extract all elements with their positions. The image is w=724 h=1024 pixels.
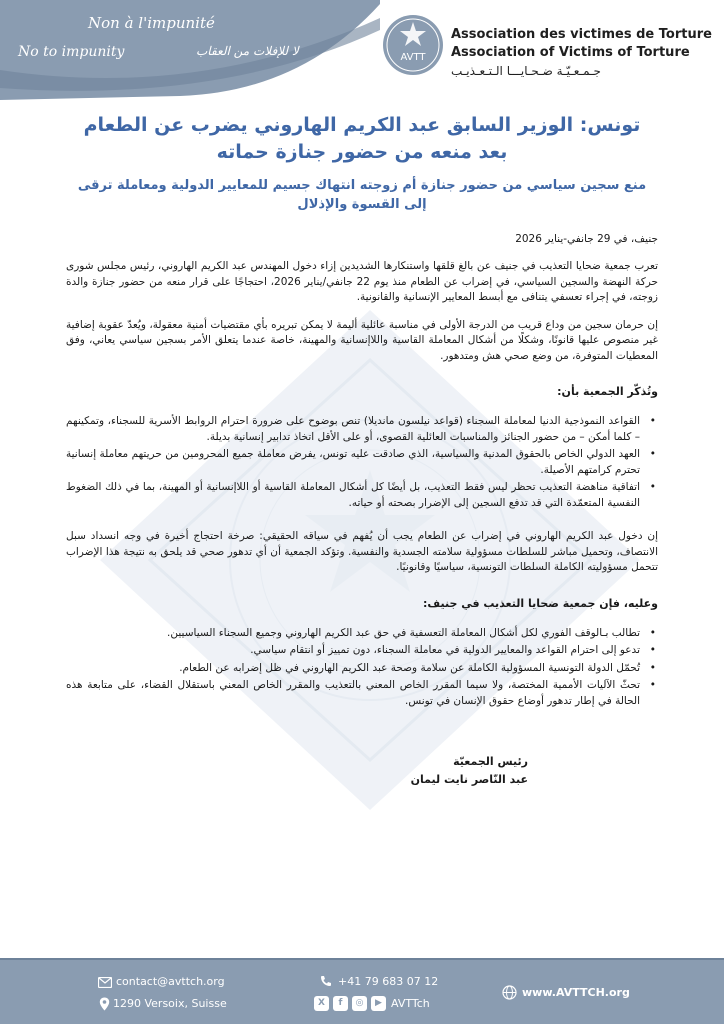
social-handle: AVTTch (391, 997, 430, 1010)
list-item: • العهد الدولي الخاص بالحقوق المدنية والسياسية، الذي صادقت عليه تونس، يفرض معاملة جميع المحرومين من حريتهم معاملة إنسانية تحترم كرامتهم الأصيلة. (66, 447, 640, 478)
youtube-icon[interactable]: ▶ (371, 996, 386, 1011)
address-text: 1290 Versoix, Suisse (113, 997, 227, 1010)
slogan-french: Non à l'impunité (88, 14, 215, 32)
list-item: • القواعد النموذجية الدنيا لمعاملة السجناء (قواعد نيلسون مانديلا) تنص بوضوح على ضرورة احترام الروابط الأسرية للسجناء، وتمكينهم – كلما أمكن – من حضور الجنائز والمناسبات العائلية القصوى، أو على الأقل اتخاذ تدابير إنسانية بديلة. (66, 414, 640, 445)
avtt-logo (382, 14, 444, 76)
email-icon (98, 977, 112, 988)
press-release-body (66, 112, 658, 789)
instagram-icon[interactable]: ◎ (352, 996, 367, 1011)
list-item: • تدعو إلى احترام القواعد والمعايير الدولية في معاملة السجناء، دون تمييز أو انتقام سياسي. (66, 643, 640, 659)
organization-name-english: Association of Victims of Torture (451, 45, 690, 60)
paragraph-deprivation: إن حرمان سجين من وداع قريب من الدرجة الأولى في مناسبة عائلية أليمة لا يمكن تبريره بأي مقتضيات أمنية معقولة، ويُعدّ عقوبة إضافية غير منصوص عليها قانونًا، وشكلًا من أشكال المعاملة القاسية واللاإنسانية والمهينة، خاصة عندما يتعلق الأمر بسجين سياسي يعاني، وفق المعطيات المتوفرة، من وضع صحي هش ومتدهور. (66, 318, 658, 362)
x-social-icon[interactable]: X (314, 996, 329, 1011)
paragraph-hunger-strike: إن دخول عبد الكريم الهاروني في إضراب عن الطعام يجب أن يُفهم في سياقه الحقيقي: صرخة احتجاج أخيرة في وجه انسداد سبل الانتصاف، وتحميل مباشر للسلطات مسؤولية سلامته الجسدية والنفسية. وتؤكد الجمعية أن أي تدهور صحي قد يلحق به نتيجة هذا الإضراب تتحمل مسؤوليته الكاملة السلطات التونسية، سياسيًا وقانونيًا. (66, 530, 658, 573)
section-heading-demands: وعليه، فإن جمعية ضحايا التعذيب في جنيف: (423, 596, 658, 610)
globe-icon (502, 985, 517, 1000)
logo-text: AVTT (400, 52, 426, 63)
slogan-arabic: لا للإفلات من العقاب (196, 44, 299, 58)
list-item: • اتفاقية مناهضة التعذيب تحظر ليس فقط التعذيب، بل أيضًا كل أشكال المعاملة القاسية أو اللاإنسانية أو المهينة، بما في ذلك الضغوط النفسية المتعمّدة التي قد تدفع السجين إلى الإضرار بصحته أو حياته. (66, 480, 640, 511)
dateline: جنيف، في 29 جانفي-يناير 2026 (515, 233, 658, 245)
phone-icon (320, 975, 332, 987)
signature-role: رئيس الجمعيّة (453, 755, 528, 768)
letterhead-footer (0, 960, 724, 1024)
paragraph-intro: تعرب جمعية ضحايا التعذيب في جنيف عن بالغ قلقها واستنكارها الشديدين إزاء دخول المهندس عبد الكريم الهاروني، رئيس مجلس شورى حركة النهضة والسجين السياسي، في إضراب عن الطعام منذ يوم 22 جانفي/يناير 2026، احتجاجًا على قرار منعه من حضور جنازة والدة زوجته، في إجراء تعسفي يتنافى مع أبسط المعايير الإنسانية والقانونية. (66, 260, 658, 303)
subtitle: منع سجين سياسي من حضور جنازة أم زوجته انتهاك جسيم للمعايير الدولية ومعاملة ترقى إلى القسوة والإذلال (77, 178, 647, 212)
facebook-icon[interactable]: f (333, 996, 348, 1011)
list-item: • تُحمّل الدولة التونسية المسؤولية الكاملة عن سلامة وصحة عبد الكريم الهاروني في ظل إضرابه عن الطعام. (66, 661, 640, 677)
demands-list (66, 626, 658, 710)
reminder-list (66, 414, 658, 511)
list-item: • تطالب بـالوقف الفوري لكل أشكال المعاملة التعسفية في حق عبد الكريم الهاروني وجميع السجناء السياسيين. (66, 626, 640, 642)
organization-name-arabic: جـمـعـيّـة ضـحـايـــا الـتـعـذيـب (451, 64, 601, 78)
organization-name-french: Association des victimes de Torture (451, 27, 712, 42)
signature-block (66, 753, 658, 789)
signature-name: عبد النّاصر نايت ليمان (410, 773, 528, 786)
slogan-english: No to impunity (18, 44, 125, 60)
location-pin-icon (99, 997, 110, 1011)
letterhead-header (0, 0, 724, 100)
website-link[interactable]: www.AVTTCH.org (522, 986, 630, 999)
page-title: تونس: الوزير السابق عبد الكريم الهاروني يضرب عن الطعام بعد منعه من حضور جنازة حماته (83, 114, 641, 163)
list-item: • تحثّ الآليات الأممية المختصة، ولا سيما المقرر الخاص المعني بالتعذيب والمقرر الخاص المعني باستقلال القضاء، على متابعة هذه الحالة في إطار تدهور أوضاع حقوق الإنسان في تونس. (66, 678, 640, 709)
email-link[interactable]: contact@avttch.org (116, 975, 225, 988)
section-heading-reminder: وتُذكّر الجمعية بأن: (557, 385, 658, 398)
phone-link[interactable]: +41 79 683 07 12 (338, 975, 439, 988)
